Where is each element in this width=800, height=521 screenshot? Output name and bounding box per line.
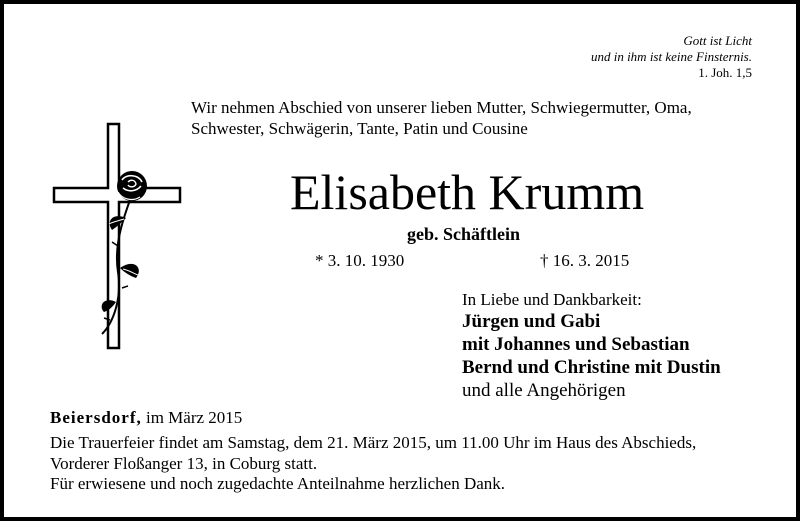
- service-line-2: Vorderer Floßanger 13, in Coburg statt.: [50, 454, 318, 473]
- intro-line-2: Schwester, Schwägerin, Tante, Patin und Cousine: [191, 119, 528, 138]
- cross-with-rose-icon: [52, 122, 184, 350]
- verse-line-1: Gott ist Licht: [683, 33, 752, 48]
- place-name: Beiersdorf,: [50, 408, 142, 427]
- intro-text: [191, 97, 761, 139]
- mourners-block: [462, 289, 721, 402]
- mourners-lead: In Liebe und Dankbarkeit:: [462, 290, 642, 309]
- verse-line-2: und in ihm ist keine Finsternis.: [590, 49, 752, 64]
- mourner-line-3: Bernd und Christine mit Dustin: [462, 357, 721, 378]
- place-and-date: [50, 408, 242, 428]
- mourner-line-1: Jürgen und Gabi: [462, 311, 601, 332]
- notice-date: im März 2015: [141, 408, 243, 427]
- bible-verse: [591, 33, 752, 81]
- thanks-note: Für erwiesene und noch zugedachte Anteilnahme herzlichen Dank.: [50, 474, 506, 493]
- deceased-name: Elisabeth Krumm: [290, 164, 645, 220]
- mourners-rest: und alle Angehörigen: [462, 380, 626, 401]
- intro-line-1: Wir nehmen Abschied von unserer lieben Mutter, Schwiegermutter, Oma,: [191, 98, 692, 117]
- service-line-1: Die Trauerfeier findet am Samstag, dem 21. März 2015, um 11.00 Uhr im Haus des Abschieds,: [50, 433, 697, 452]
- mourner-line-2: mit Johannes und Sebastian: [462, 334, 690, 355]
- death-date: † 16. 3. 2015: [540, 251, 630, 270]
- funeral-service-info: [50, 432, 696, 474]
- verse-reference: 1. Joh. 1,5: [698, 65, 752, 80]
- birth-date: * 3. 10. 1930: [315, 251, 405, 270]
- birth-name: geb. Schäftlein: [407, 224, 521, 244]
